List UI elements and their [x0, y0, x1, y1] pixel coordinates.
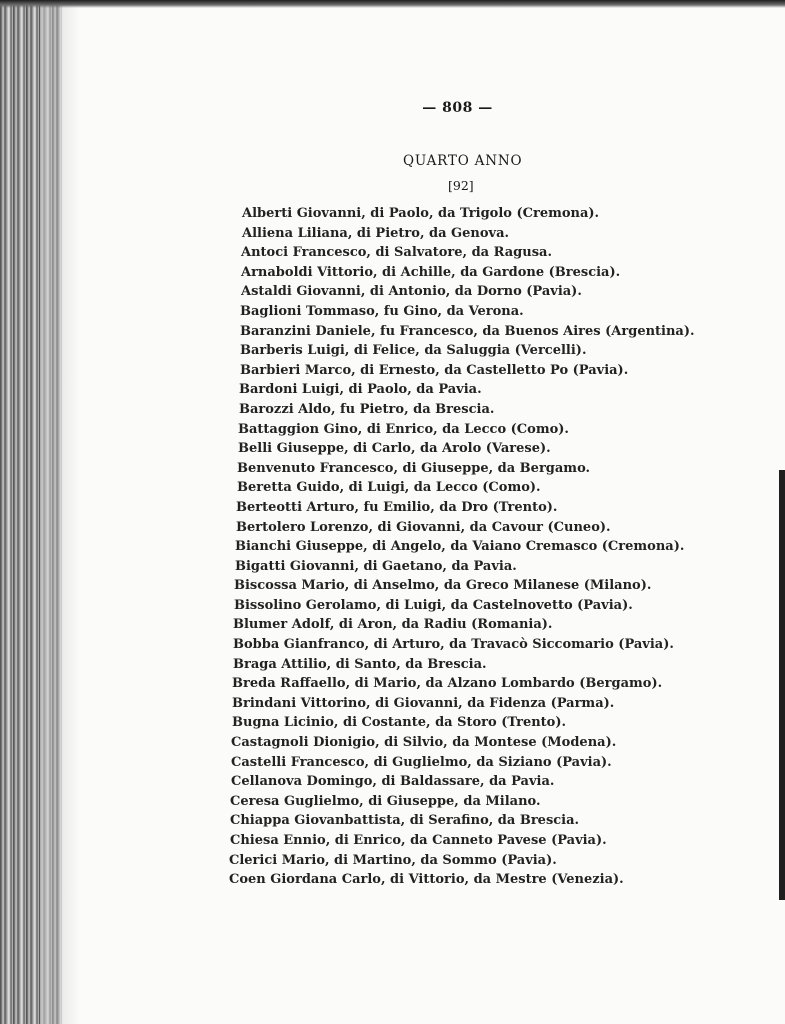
list-item: Bigatti Giovanni, di Gaetano, da Pavia. [235, 558, 517, 574]
list-item: Battaggion Gino, di Enrico, da Lecco (Como). [238, 421, 569, 437]
list-item: Bianchi Giuseppe, di Angelo, da Vaiano Cremasco (Cremona). [235, 539, 685, 555]
list-item: Castelli Francesco, di Guglielmo, da Siziano (Pavia). [231, 754, 612, 770]
list-item: Biscossa Mario, di Anselmo, da Greco Milanese (Milano). [234, 578, 652, 594]
list-item: Barbieri Marco, di Ernesto, da Castelletto Po (Pavia). [240, 362, 629, 378]
list-item: Arnaboldi Vittorio, di Achille, da Gardone (Brescia). [241, 264, 621, 280]
list-item: Alliena Liliana, di Pietro, da Genova. [242, 225, 510, 241]
list-item: Chiesa Ennio, di Enrico, da Canneto Pavese (Pavia). [230, 833, 607, 848]
list-item: Blumer Adolf, di Aron, da Radiu (Romania). [233, 617, 553, 633]
list-item: Alberti Giovanni, di Paolo, da Trigolo (Cremona). [242, 206, 600, 221]
list-item: Bardoni Luigi, di Paolo, da Pavia. [239, 382, 482, 398]
list-item: Breda Raffaello, di Mario, da Alzano Lombardo (Bergamo). [232, 676, 663, 692]
list-item: Astaldi Giovanni, di Antonio, da Dorno (Pavia). [241, 284, 582, 300]
list-item: Beretta Guido, di Luigi, da Lecco (Como). [237, 480, 541, 496]
list-item: Berteotti Arturo, fu Emilio, da Dro (Trento). [236, 499, 558, 515]
list-item: Barberis Luigi, di Felice, da Saluggia (Vercelli). [240, 343, 587, 359]
list-item: Bertolero Lorenzo, di Giovanni, da Cavour (Cuneo). [236, 519, 611, 535]
list-item: Clerici Mario, di Martino, da Sommo (Pavia). [229, 852, 557, 868]
student-list [0, 204, 785, 890]
section-title: QUARTO ANNO [403, 153, 523, 169]
section-number: [92] [448, 178, 474, 193]
page-number: — 808 — [422, 100, 493, 116]
list-item: Baglioni Tommaso, fu Gino, da Verona. [240, 303, 524, 319]
list-item: Belli Giuseppe, di Carlo, da Arolo (Varese). [238, 441, 551, 457]
list-item: Coen Giordana Carlo, di Vittorio, da Mestre (Venezia). [229, 872, 624, 888]
list-item: Antoci Francesco, di Salvatore, da Ragusa. [241, 245, 552, 261]
list-item: Cellanova Domingo, di Baldassare, da Pavia. [231, 774, 555, 790]
top-page-edge [0, 0, 785, 8]
list-item: Bobba Gianfranco, di Arturo, da Travacò Siccomario (Pavia). [233, 637, 674, 653]
list-item: Castagnoli Dionigio, di Silvio, da Montese (Modena). [231, 735, 617, 751]
list-item: Brindani Vittorino, di Giovanni, da Fidenza (Parma). [232, 695, 615, 711]
list-item: Ceresa Guglielmo, di Giuseppe, da Milano. [230, 793, 541, 809]
list-item: Baranzini Daniele, fu Francesco, da Buenos Aires (Argentina). [240, 323, 695, 339]
list-item: Benvenuto Francesco, di Giuseppe, da Bergamo. [237, 460, 591, 476]
list-item: Bugna Licinio, di Costante, da Storo (Trento). [232, 715, 567, 731]
list-item: Chiappa Giovanbattista, di Serafino, da Brescia. [230, 813, 580, 829]
list-item: Braga Attilio, di Santo, da Brescia. [233, 656, 487, 672]
list-item: Barozzi Aldo, fu Pietro, da Brescia. [239, 401, 495, 417]
list-item: Bissolino Gerolamo, di Luigi, da Castelnovetto (Pavia). [234, 597, 633, 613]
